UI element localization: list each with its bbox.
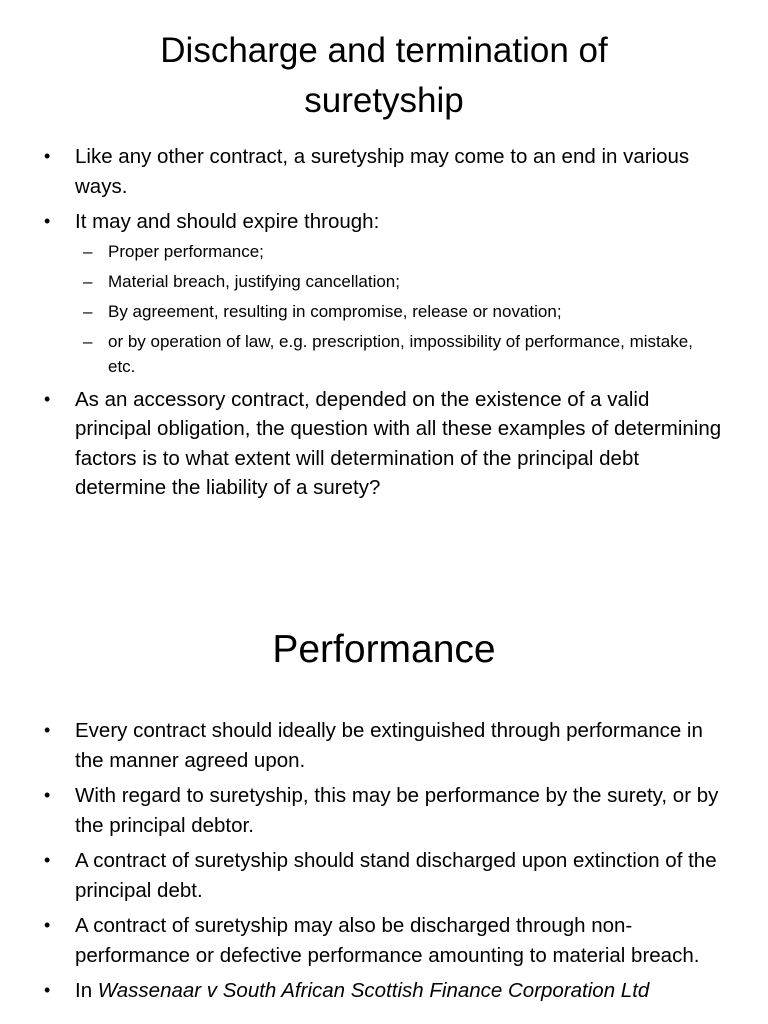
sub-bullet-item: – By agreement, resulting in compromise, release or novation;	[75, 299, 718, 324]
bullet-item: • A contract of suretyship should stand discharged upon extinction of the principal debt.	[0, 846, 768, 905]
bullet-item: • Every contract should ideally be extinguished through performance in the manner agreed upon.	[0, 716, 768, 775]
slide-title: Discharge and termination of suretyship	[160, 31, 608, 120]
bullet-list	[0, 142, 768, 509]
bullet-text: In	[75, 979, 98, 1002]
sub-bullet-item: – or by operation of law, e.g. prescription, impossibility of performance, mistake, etc.	[75, 329, 718, 379]
slide-title: Performance	[272, 628, 496, 671]
sub-bullet-item: – Proper performance;	[75, 239, 718, 264]
bullet-item: • As an accessory contract, depended on the existence of a valid principal obligation, the question with all these examples of determining factors is to what extent will determination of the principal debt determine the liability of a surety?	[0, 385, 768, 503]
slide-performance	[0, 600, 768, 1024]
case-citation: Wassenaar v South African Scottish Finance Corporation Ltd	[97, 979, 650, 1002]
bullet-item	[0, 207, 768, 379]
bullet-item: • Like any other contract, a suretyship may come to an end in various ways.	[0, 142, 768, 201]
sub-bullet-item: – Material breach, justifying cancellation;	[75, 269, 718, 294]
sub-bullet-list	[75, 239, 728, 379]
bullet-item: • With regard to suretyship, this may be performance by the surety, or by the principal debtor.	[0, 781, 768, 840]
bullet-list	[0, 716, 768, 1012]
bullet-item	[0, 976, 768, 1006]
bullet-text: It may and should expire through:	[75, 210, 380, 233]
bullet-item: • A contract of suretyship may also be discharged through non-performance or defective performance amounting to material breach.	[0, 911, 768, 970]
